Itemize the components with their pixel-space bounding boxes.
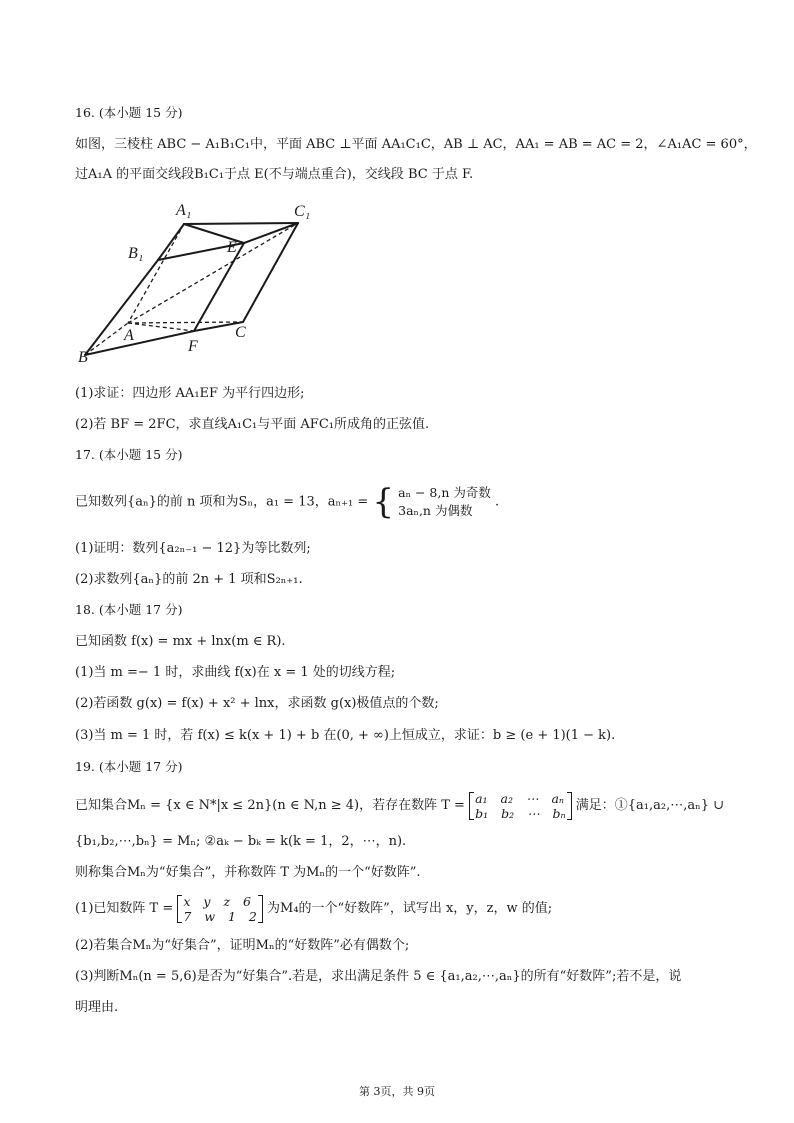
q19-stem-prefix: 已知集合Mₙ = {x ∈ N*|x ≤ 2n}(n ∈ N,n ≥ 4)，若存在数阵 T = bbox=[75, 798, 465, 813]
q17-stem bbox=[75, 484, 499, 521]
q19-header: 19. (本小题 17 分) bbox=[75, 759, 183, 774]
q18-part2: (2)若函数 g(x) = f(x) + x² + lnx，求函数 g(x)极值点的个数; bbox=[75, 696, 439, 711]
q18-part3: (3)当 m = 1 时，若 f(x) ≤ k(x + 1) + b 在(0, + ∞)上恒成立，求证：b ≥ (e + 1)(1 − k). bbox=[75, 728, 616, 743]
q17-cases bbox=[398, 484, 491, 520]
q17-case2: 3aₙ,n 为偶数 bbox=[398, 503, 473, 518]
q17-stem-suffix: . bbox=[495, 494, 500, 510]
q19-part1 bbox=[75, 892, 552, 926]
q17-part2: (2)求数列{aₙ}的前 2n + 1 项和S₂ₙ₊₁. bbox=[75, 572, 303, 587]
q19-matrix bbox=[469, 791, 572, 821]
q17-header: 17. (本小题 15 分) bbox=[75, 447, 183, 462]
q16-part1: (1)求证：四边形 AA₁EF 为平行四边形; bbox=[75, 386, 305, 401]
q19-matrix-row1: a₁ a₂ ⋯ aₙ bbox=[475, 790, 564, 806]
q19-part2: (2)若集合Mₙ为“好集合”，证明Mₙ的“好数阵”必有偶数个; bbox=[75, 938, 410, 953]
q18-stem: 已知函数 f(x) = mx + lnx(m ∈ R). bbox=[75, 634, 286, 649]
q19-part3-line2: 明理由. bbox=[75, 1000, 119, 1015]
q17-stem-prefix: 已知数列{aₙ}的前 n 项和为Sₙ，a₁ = 13，aₙ₊₁ = bbox=[75, 494, 369, 510]
label-a: A bbox=[124, 327, 134, 344]
q19-part1-matrix-row2: 7 w 1 2 bbox=[183, 908, 257, 924]
edge-b1a1 bbox=[158, 224, 184, 260]
edge-a1c1 bbox=[184, 223, 298, 224]
q16-header: 16. (本小题 15 分) bbox=[75, 105, 183, 120]
prism-figure bbox=[78, 198, 328, 368]
q19-part1-prefix: (1)已知数阵 T = bbox=[75, 901, 174, 916]
label-e: E bbox=[227, 239, 237, 256]
q19-stem-line2: {b₁,b₂,⋯,bₙ} = Mₙ; ②aₖ − bₖ = k(k = 1，2，⋯，n). bbox=[75, 834, 407, 849]
q19-stem-suffix: 满足：①{a₁,a₂,⋯,aₙ} ∪ bbox=[575, 798, 725, 813]
q19-matrix-row2: b₁ b₂ ⋯ bₙ bbox=[475, 805, 566, 821]
page-footer: 第 3页，共 9页 bbox=[359, 1085, 435, 1098]
label-f: F bbox=[188, 338, 198, 355]
q19-stem-line1 bbox=[75, 789, 724, 823]
edge-a1a-dashed bbox=[128, 224, 184, 323]
label-a1: A₁ bbox=[176, 202, 192, 219]
q18-part1: (1)当 m =− 1 时，求曲线 f(x)在 x = 1 处的切线方程; bbox=[75, 665, 396, 680]
edge-ac-dashed bbox=[128, 322, 243, 323]
edge-ec1 bbox=[244, 223, 298, 243]
label-b1: B₁ bbox=[128, 245, 144, 262]
q16-part2: (2)若 BF = 2FC，求直线A₁C₁与平面 AFC₁所成角的正弦值. bbox=[75, 417, 430, 432]
q19-stem-line3: 则称集合Mₙ为“好集合”，并称数阵 T 为Mₙ的一个“好数阵”. bbox=[75, 865, 421, 880]
edge-c1c bbox=[243, 223, 298, 322]
q18-header: 18. (本小题 17 分) bbox=[75, 602, 183, 617]
edge-af-dashed bbox=[128, 323, 194, 331]
q16-stem-line2: 过A₁A 的平面交线段B₁C₁于点 E(不与端点重合)，交线段 BC 于点 F. bbox=[75, 167, 474, 182]
q19-part1-matrix bbox=[177, 894, 262, 924]
edge-ef bbox=[194, 243, 244, 331]
q16-stem-line1: 如图，三棱柱 ABC − A₁B₁C₁中，平面 ABC ⊥平面 AA₁C₁C，AB ⊥ AC，AA₁ = AB = AC = 2，∠A₁AC = 60°， bbox=[75, 137, 757, 152]
q17-case1: aₙ − 8,n 为奇数 bbox=[398, 485, 491, 500]
q19-part1-matrix-row1: x y z 6 bbox=[183, 893, 251, 909]
q17-brace: { bbox=[372, 482, 394, 522]
edge-ac1-dashed bbox=[128, 223, 298, 323]
label-c1: C₁ bbox=[294, 203, 311, 220]
label-c: C bbox=[235, 324, 246, 341]
q17-part1: (1)证明：数列{a₂ₙ₋₁ − 12}为等比数列; bbox=[75, 541, 311, 556]
label-b: B bbox=[78, 349, 88, 366]
q19-part3-line1: (3)判断Mₙ(n = 5,6)是否为“好集合”.若是，求出满足条件 5 ∈ {a₁,a₂,⋯,aₙ}的所有“好数阵”;若不是，说 bbox=[75, 969, 682, 984]
q19-part1-suffix: 为M₄的一个“好数阵”，试写出 x，y，z，w 的值; bbox=[267, 901, 553, 916]
